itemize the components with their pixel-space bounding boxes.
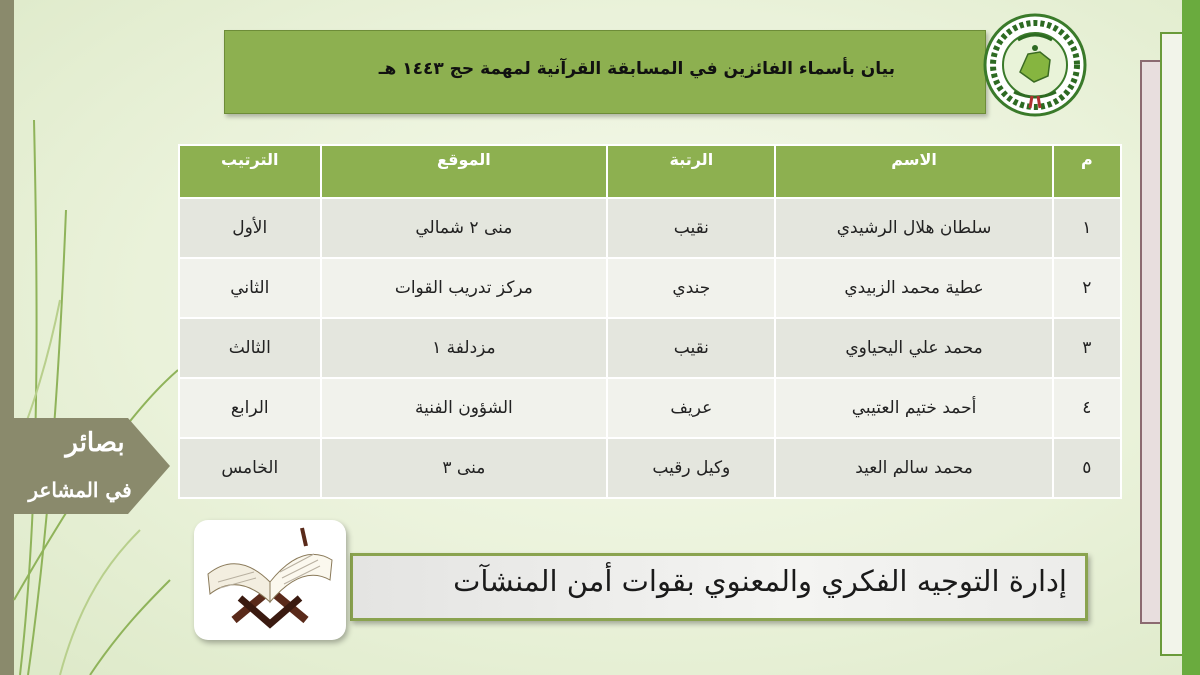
footer-banner-text: إدارة التوجيه الفكري والمعنوي بقوات أمن المنشآت: [453, 564, 1067, 598]
cell-order: الخامس: [179, 438, 321, 498]
header-rank: الرتبة: [607, 145, 775, 198]
cell-index: ٤: [1053, 378, 1121, 438]
quran-icon: [194, 520, 346, 640]
cell-location: منى ٣: [321, 438, 608, 498]
cell-index: ٣: [1053, 318, 1121, 378]
cell-order: الأول: [179, 198, 321, 258]
cell-name: أحمد ختيم العتيبي: [775, 378, 1052, 438]
cell-order: الثالث: [179, 318, 321, 378]
right-decor-bar-3: [1182, 0, 1200, 675]
cell-name: عطية محمد الزبيدي: [775, 258, 1052, 318]
cell-order: الثاني: [179, 258, 321, 318]
table-row: [179, 198, 1121, 258]
cell-index: ٢: [1053, 258, 1121, 318]
cell-location: منى ٢ شمالي: [321, 198, 608, 258]
footer-banner: [350, 553, 1088, 621]
cell-name: سلطان هلال الرشيدي: [775, 198, 1052, 258]
header-name: الاسم: [775, 145, 1052, 198]
cell-location: الشؤون الفنية: [321, 378, 608, 438]
badge-title: بصائر: [65, 428, 125, 458]
page-title: بيان بأسماء الفائزين في المسابقة القرآنية لمهمة حج ١٤٤٣ هـ: [378, 59, 895, 79]
header-banner: [224, 30, 986, 114]
table-row: [179, 318, 1121, 378]
table-row: [179, 438, 1121, 498]
cell-rank: نقيب: [607, 198, 775, 258]
cell-index: ١: [1053, 198, 1121, 258]
cell-name: محمد سالم العيد: [775, 438, 1052, 498]
header-index: م: [1053, 145, 1121, 198]
right-decor-bar-1: [1140, 60, 1162, 624]
quran-image: [194, 520, 346, 640]
table-row: [179, 378, 1121, 438]
cell-name: محمد علي اليحياوي: [775, 318, 1052, 378]
winners-table: [178, 144, 1122, 499]
cell-location: مركز تدريب القوات: [321, 258, 608, 318]
right-decor-bar-2: [1160, 32, 1184, 656]
cell-rank: نقيب: [607, 318, 775, 378]
cell-order: الرابع: [179, 378, 321, 438]
emblem-icon: [970, 10, 1100, 120]
header-location: الموقع: [321, 145, 608, 198]
cell-rank: وكيل رقيب: [607, 438, 775, 498]
table-row: [179, 258, 1121, 318]
cell-index: ٥: [1053, 438, 1121, 498]
cell-location: مزدلفة ١: [321, 318, 608, 378]
cell-rank: جندي: [607, 258, 775, 318]
decorative-lines: [0, 0, 200, 675]
badge-subtitle: في المشاعر: [28, 478, 132, 502]
header-order: الترتيب: [179, 145, 321, 198]
table-header-row: [179, 145, 1121, 198]
cell-rank: عريف: [607, 378, 775, 438]
